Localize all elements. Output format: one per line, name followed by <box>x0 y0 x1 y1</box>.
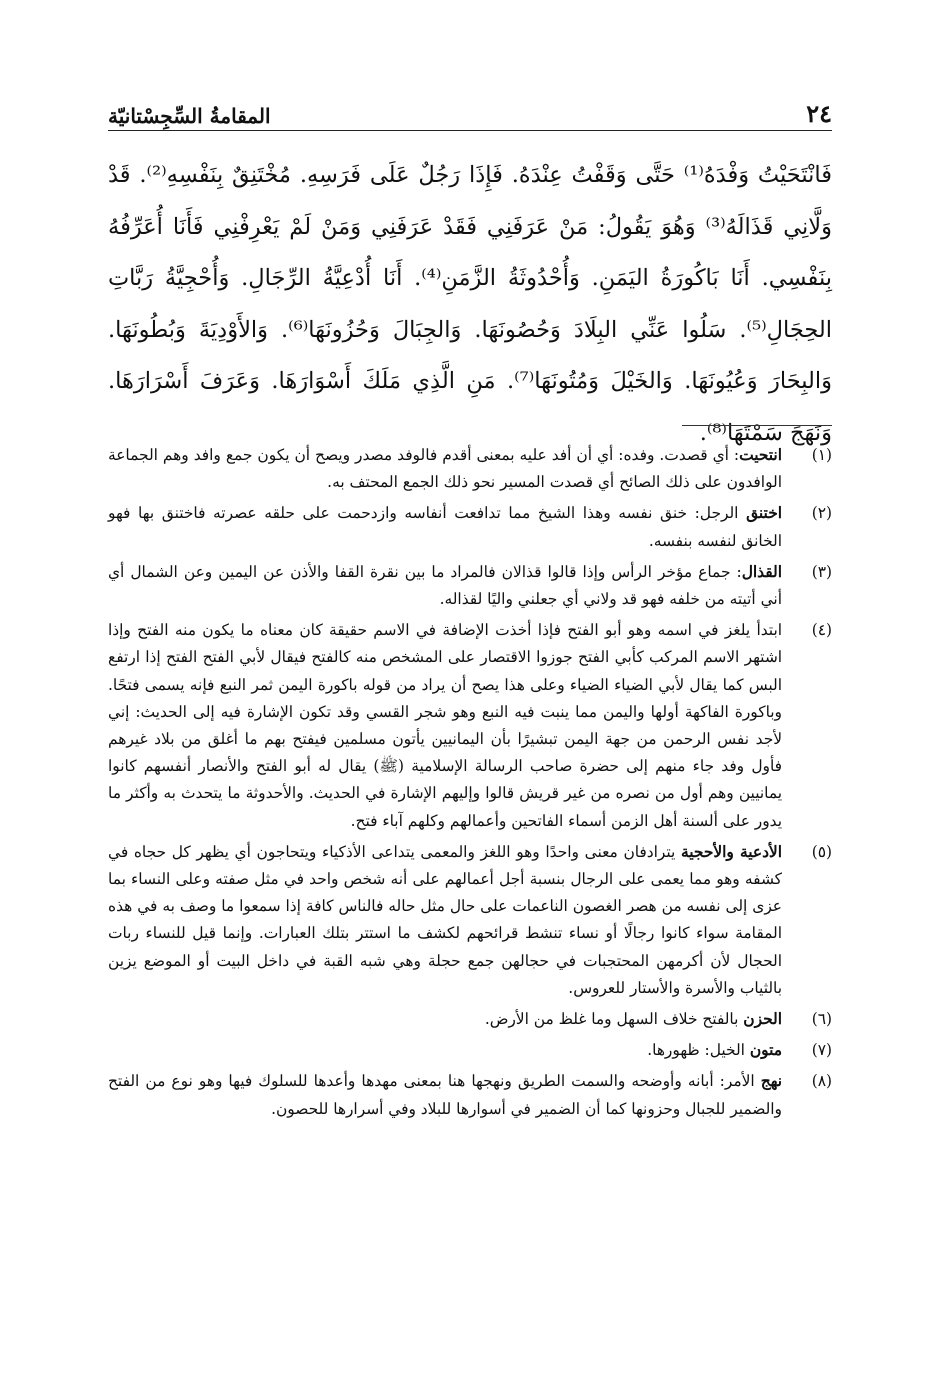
footnote-body: الرجل: خنق نفسه وهذا الشيخ مما تدافعت أنفاسه وازدحمت على حلقه عصرته فاختنق بها فهو الخانق لنفسه بنفسه. <box>108 504 782 550</box>
footnote-text <box>108 1006 782 1033</box>
page-number: ٢٤ <box>806 99 832 128</box>
footnote-body: : جماع مؤخر الرأس وإذا قالوا قذالان فالمراد ما بين نقرة القفا والأذن عن اليمين وعن الشمال أي أني أتيته من خلفه فهو قد ولاني أي جعلني واليًا لقذاله. <box>108 562 782 609</box>
footnote-text <box>108 559 782 613</box>
footnote-number: (٧) <box>811 1041 832 1060</box>
page-header <box>108 92 832 131</box>
footnote-4 <box>108 617 832 835</box>
footnote-text <box>108 1068 782 1122</box>
footnote-number: (٦) <box>811 1010 832 1029</box>
footnote-number: (٣) <box>811 562 832 581</box>
footnote-8 <box>108 1068 832 1122</box>
footnote-body: بالفتح خلاف السهل وما غلظ من الأرض. <box>484 1010 744 1029</box>
footnote-body: الأمر: أبانه وأوضحه والسمت الطريق ونهجها هنا بمعنى مهدها وأعدها للسلوك فيها وهو نوع من الفتح والضمير للجبال وحزونها كما أن الضمير في أسوارها للبلاد وفي أسرارها للحصون. <box>108 1072 782 1118</box>
footnote-term: انتحيت <box>739 446 782 464</box>
footnote-number: (٨) <box>811 1072 832 1091</box>
main-text <box>108 150 832 459</box>
footnote-term: متون <box>749 1041 782 1060</box>
footnote-3 <box>108 559 832 613</box>
footnote-2 <box>108 500 832 554</box>
footnote-body: الخيل: ظهورها. <box>647 1041 750 1060</box>
footnote-body: : أي قصدت. وفده: أي أن أفد عليه بمعنى أقدم فالوفد مصدر ويصح أن يكون جمع وافد وهم الجماعة الوافدون على ذلك الصائح أي قصدت المسير نحو ذلك الجمع المحتف به. <box>108 446 782 492</box>
footnote-term: الحزن <box>743 1010 782 1029</box>
footnote-number: (٢) <box>811 504 832 523</box>
footnote-term: اختنق <box>746 504 782 523</box>
running-title: المقامةُ السِّجِسْتانيّة <box>108 104 271 128</box>
footnote-number: (٥) <box>811 842 832 861</box>
footnotes <box>108 442 832 1127</box>
footnote-term: القذال <box>741 562 782 581</box>
footnote-text <box>108 839 782 1002</box>
main-paragraph: فَانْتَحَيْتُ وَفْدَهُ⁽¹⁾ حَتَّى وَقَفْتُ عِنْدَهُ. فَإِذَا رَجُلٌ عَلَى فَرَسِهِ. مُخْتَنِقٌ بِنَفْسِهِ⁽²⁾. قَدْ وَلَّانِي قَذَالَهُ⁽³⁾ وَهُوَ يَقُولُ: مَنْ عَرَفَنِي فَقَدْ عَرَفَنِي وَمَنْ لَمْ يَعْرِفْنِي فَأَنَا أُعَرِّفُهُ بِنَفْسِي. أَنَا بَاكُورَةُ اليَمَنِ. وَأُحْدُوثَةُ الزَّمَنِ⁽⁴⁾. أَنَا أُدْعِيَّةُ الرِّجَالِ. وَأُحْجِيَّةُ رَبَّاتِ الحِجَالِ⁽⁵⁾. سَلُوا عَنِّي البِلَادَ وَحُصُونَهَا. وَالجِبَالَ وَحُزُونَهَا⁽⁶⁾. وَالأَوْدِيَةَ وَبُطُونَهَا. وَالبِحَارَ وَعُيُونَهَا. وَالخَيْلَ وَمُتُونَهَا⁽⁷⁾. مَنِ الَّذِي مَلَكَ أَسْوَارَهَا. وَعَرَفَ أَسْرَارَهَا. وَنَهَجَ سَمْتَهَا⁽⁸⁾. <box>108 162 833 446</box>
footnote-term: الأدعية والأحجية <box>681 842 782 861</box>
footnote-1 <box>108 442 832 496</box>
footnote-6 <box>108 1006 832 1033</box>
footnote-text <box>108 617 782 835</box>
footnote-text <box>108 1037 782 1064</box>
footnote-text <box>108 500 782 554</box>
footnote-term: نهج <box>760 1072 782 1091</box>
footnote-5 <box>108 839 832 1002</box>
footnote-text <box>108 442 782 496</box>
footnote-number: (٤) <box>811 621 832 640</box>
footnote-number: (١) <box>811 446 832 464</box>
footnote-7 <box>108 1037 832 1064</box>
footnote-body: يترادفان معنى واحدًا وهو اللغز والمعمى يتداعى الأذكياء ويتحاجون أي يظهر كل حجاه في كشفه وهو مما يعمى على الرجال بنسبة أجل أعمالهم على أنه شخص واحد في مثل صفته وعلى النساء بما عزى إلى نفسه من هصر الغصون الناعمات على حال مثل حاله فالناس كافة إذا سمعوا ما وصف به في هذه المقامة سواء كانوا رجالًا أو نساء تنشط قرائحهم لكشف ما استتر بتلك العبارات. وإنما قيل للنساء ربات الحجال لأن أكرمهن المحتجبات في حجالهن جمع حجلة وهي شبه القبة في داخل البيت أو الموضع يزين بالثياب والأسرة والأستار للعروس. <box>108 842 782 997</box>
footnote-body: ابتدأ يلغز في اسمه وهو أبو الفتح فإذا أخذت الإضافة في الاسم حقيقة كان معناه ما يكون منه الفتح وإذا اشتهر الاسم المركب كأبي الفتح جوزوا الاقتصار على المشخص منه كالفتح فيقال لأبي الفتح الفتح إذا ارتفع البس كما يقال لأبي الضياء الضياء وعلى هذا يصح أن يراد من قوله باكورة اليمن ثمر النبع فإنه يسمى فتحًا. وباكورة الفاكهة أولها واليمن مما ينبت فيه النبع وهو شجر القسي وقد تكون الإشارة فيه إلى الحديث: إني لأجد نفس الرحمن من جهة اليمن تبشيرًا بأن اليمانيين يأتون مسلمين فيفتح بهم ما أغلق من بلاد غيرهم فأول وفد جاء منهم إلى حضرة صاحب الرسالة الإسلامية (ﷺ) يقال له أبو الفتح والأنصار أنفسهم كانوا يمانيين وهم أول من نصره من غير قريش قالوا وإليهم الإشارة في الحديث. والأحدوثة ما يتحدث به وأكثر ما يدور على ألسنة أهل الزمن أسماء الفاتحين وأعمالهم وكلهم آباء فتح. <box>108 621 782 830</box>
footnote-separator <box>682 425 832 426</box>
